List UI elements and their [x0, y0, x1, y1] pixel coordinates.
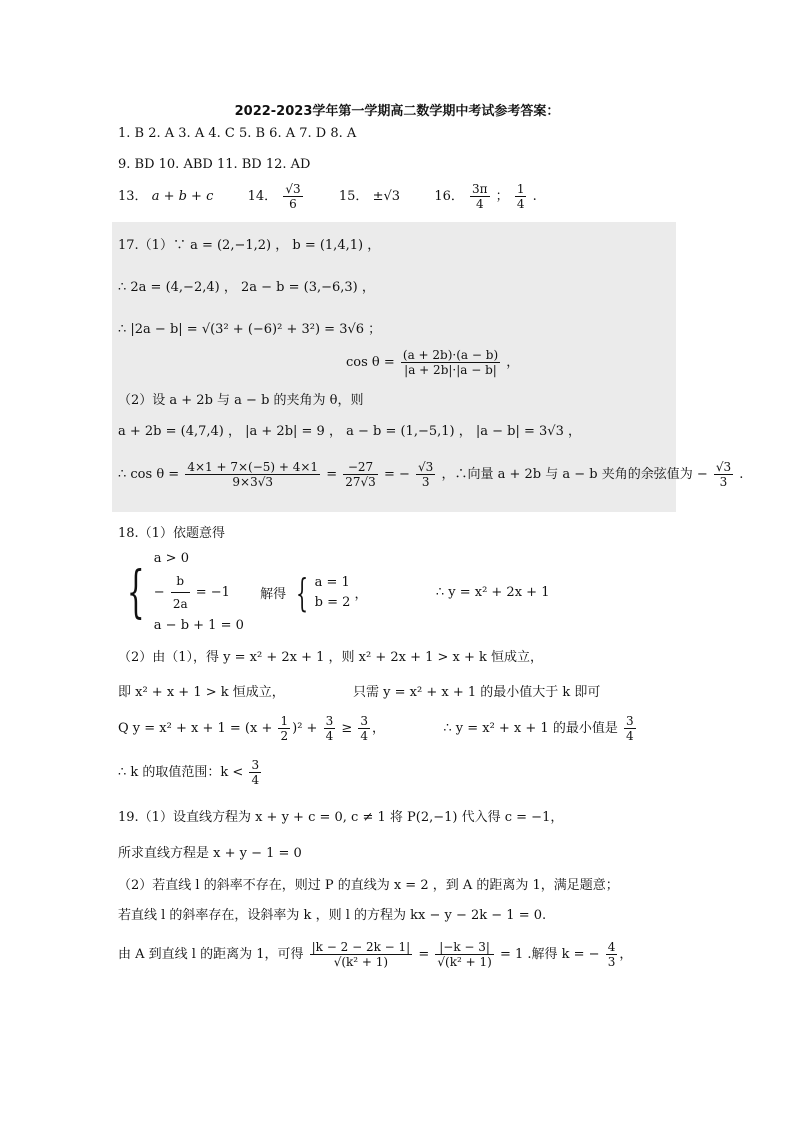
- q17-cos-denominator: |a + 2b|·|a − b|: [404, 363, 497, 377]
- q18-sol-end: ，: [354, 587, 368, 602]
- q15-label: 15．: [338, 189, 369, 204]
- q17-l7-f4-denominator: 3: [719, 475, 728, 489]
- q18-line-2: （2）由（1），得 y = x² + 2x + 1 ，则 x² + 2x + 1 > x + k 恒成立，: [118, 650, 544, 665]
- page-title: 2022-2023学年第一学期高二数学期中考试参考答案：: [234, 104, 560, 119]
- q17-l7-fraction-4: [714, 460, 733, 489]
- q18-result-1: ∴ y = x² + 2x + 1: [435, 585, 550, 600]
- q18-l5-pre: ∴ k 的取值范围：k <: [118, 765, 248, 780]
- q19-l5-fraction-3: [606, 940, 618, 969]
- q16-end: .: [532, 189, 537, 204]
- q17-l7-f3-numerator: √3: [418, 460, 434, 474]
- q17-l7-pre: ∴ cos θ =: [118, 467, 184, 482]
- q17-cos-end: ，: [506, 355, 520, 370]
- q18-l4-fraction-3: [358, 714, 370, 743]
- q17-line-2: ∴ 2a = (4,−2,4) ， 2a − b = (3,−6,3) ，: [118, 280, 375, 295]
- q19-l5-eq: =: [414, 947, 434, 962]
- q17-l7-mid: ，∴向量 a + 2b 与 a − b 夹角的余弦值为 −: [441, 467, 712, 482]
- q16-fraction-a: [470, 182, 490, 211]
- q18-line-3a: 即 x² + x + 1 > k 恒成立，: [118, 685, 285, 700]
- q18-sol-line-2: b = 2: [314, 594, 351, 610]
- q18-l5-numerator: 3: [251, 758, 260, 772]
- q19-line-3: （2）若直线 l 的斜率不存在，则过 P 的直线为 x = 2 ，到 A 的距离为 1，满足题意；: [118, 878, 619, 893]
- q18-line-3b: 只需 y = x² + x + 1 的最小值大于 k 即可: [353, 685, 601, 700]
- q19-line-5: [118, 940, 632, 969]
- q17-l7-eq: =: [326, 467, 342, 482]
- q18-l4-end: ，: [372, 721, 386, 736]
- q18-l4-ge: ≥: [337, 721, 357, 736]
- q18-l4-f2-denominator: 4: [325, 729, 334, 743]
- q18-sys-line-2-pre: −: [153, 585, 169, 600]
- q18-solve-label: 解得: [260, 587, 287, 602]
- q17-l7-eq2: = −: [383, 467, 415, 482]
- q19-l5-fraction-2: [435, 940, 493, 969]
- q18-l5-fraction: [249, 758, 261, 787]
- q17-line-5: （2）设 a + 2b 与 a − b 的夹角为 θ，则: [118, 393, 364, 408]
- q17-l7-f2-denominator: 27√3: [345, 475, 376, 489]
- q18-sys-line-2-post: = −1: [191, 585, 230, 600]
- q19-l5-mid: = 1 .解得 k = −: [495, 947, 604, 962]
- q19-l5-f2-denominator: √(k² + 1): [437, 955, 492, 969]
- q18-l4-f3-numerator: 3: [360, 714, 369, 728]
- q18-sol-line-1: a = 1: [314, 574, 350, 590]
- choice-answers-row-1: 1. B 2. A 3. A 4. C 5. B 6. A 7. D 8. A: [118, 126, 357, 141]
- q18-l4b-pre: ∴ y = x² + x + 1 的最小值是: [443, 721, 622, 736]
- q14-fraction: [283, 182, 302, 211]
- q17-cos-fraction: [401, 348, 500, 377]
- q18-l5-denominator: 4: [251, 773, 260, 787]
- q18-l4-mid: )² +: [292, 721, 322, 736]
- q17-l7-f2-numerator: −27: [343, 460, 378, 475]
- q13-answer: a + b + c: [151, 189, 214, 204]
- q16-a-numerator: 3π: [472, 182, 488, 196]
- q14-numerator: √3: [285, 182, 301, 196]
- q18-sys-denominator: 2a: [172, 597, 188, 611]
- q17-line-1: 17.（1）∵ a = (2,−1,2) ， b = (1,4,1) ，: [118, 238, 381, 253]
- q16-a-denominator: 4: [475, 197, 484, 211]
- q19-l5-f3-denominator: 3: [607, 955, 616, 969]
- q18-line-5: [118, 758, 263, 787]
- fill-answers-row: [118, 182, 537, 211]
- choice-answers-row-2: 9. BD 10. ABD 11. BD 12. AD: [118, 157, 311, 172]
- q18-l4b-numerator: 3: [625, 714, 634, 728]
- q16-b-denominator: 4: [516, 197, 525, 211]
- q17-cos-numerator: (a + 2b)·(a − b): [402, 348, 499, 362]
- q18-sys-line-3: a − b + 1 = 0: [153, 618, 244, 633]
- q16-fraction-b: [515, 182, 527, 211]
- q18-l4-fraction-1: [278, 714, 290, 743]
- q17-cos-label: cos θ =: [346, 355, 399, 370]
- q14-denominator: 6: [289, 197, 297, 211]
- q19-line-2: 所求直线方程是 x + y − 1 = 0: [118, 846, 302, 861]
- q17-l7-f3-denominator: 3: [421, 475, 430, 489]
- q19-l5-fraction-1: [310, 940, 413, 969]
- q17-line-3: ∴ |2a − b| = √(3² + (−6)² + 3²) = 3√6 ；: [118, 322, 382, 337]
- q16-separator: ；: [495, 189, 509, 204]
- q18-l4-f3-denominator: 4: [360, 729, 369, 743]
- q19-line-4: 若直线 l 的斜率存在，设斜率为 k ，则 l 的方程为 kx − y − 2k − 1 = 0.: [118, 908, 547, 923]
- q19-l5-f3-numerator: 4: [607, 940, 616, 954]
- q16-label: 16．: [434, 189, 464, 204]
- q17-l7-fraction-2: [343, 460, 378, 489]
- q14-label: 14．: [247, 189, 278, 204]
- q19-l5-pre: 由 A 到直线 l 的距离为 1，可得: [118, 947, 308, 962]
- q19-l5-f1-denominator: √(k² + 1): [333, 955, 389, 969]
- q17-l7-end: .: [739, 467, 744, 482]
- q15-answer: ±√3: [372, 189, 401, 204]
- q19-l5-f2-numerator: |−k − 3|: [435, 940, 493, 955]
- q18-sys-line-1: a > 0: [153, 551, 189, 566]
- q17-l7-f1-denominator: 9×3√3: [232, 475, 273, 489]
- q18-l4b-denominator: 4: [625, 729, 634, 743]
- q19-l5-end: ，: [619, 947, 633, 962]
- q18-l4-f2-numerator: 3: [325, 714, 334, 728]
- q18-system: { a > 0 − $\frac{b}{2a}$ = −1 a − b + 1 = 0 解得 { a = 1 b = 2 ， ∴ y = x² + 2x + 1: [126, 551, 550, 633]
- q17-l7-fraction-3: [416, 460, 435, 489]
- q19-l5-f1-numerator: |k − 2 − 2k − 1|: [311, 940, 411, 954]
- q18-l4-pre: Q y = x² + x + 1 = (x +: [118, 721, 277, 736]
- q17-l7-f4-numerator: √3: [715, 460, 732, 474]
- q18-l4-f1-denominator: 2: [280, 729, 289, 743]
- q13-label: 13．: [118, 189, 148, 204]
- q18-line-4: [118, 714, 638, 743]
- q18-l4b-fraction: [624, 714, 636, 743]
- q17-line-6: a + 2b = (4,7,4) ， |a + 2b| = 9 ， a − b = (1,−5,1) ， |a − b| = 3√3 ，: [118, 424, 581, 439]
- q17-l7-fraction-1: [185, 460, 320, 489]
- q18-line-3: [118, 681, 600, 700]
- q18-sys-fraction: [171, 570, 190, 615]
- q17-cos-formula: [346, 348, 519, 377]
- q18-sys-numerator: b: [171, 570, 190, 593]
- q17-line-7: [118, 460, 743, 489]
- q18-line-1: 18.（1）依题意得: [118, 526, 225, 541]
- q18-l4-f1-numerator: 1: [280, 714, 289, 728]
- q16-b-numerator: 1: [516, 182, 525, 196]
- q19-line-1: 19.（1）设直线方程为 x + y + c = 0, c ≠ 1 将 P(2,−1) 代入得 c = −1，: [118, 810, 564, 825]
- q17-l7-f1-numerator: 4×1 + 7×(−5) + 4×1: [187, 460, 319, 474]
- q18-l4-fraction-2: [324, 714, 336, 743]
